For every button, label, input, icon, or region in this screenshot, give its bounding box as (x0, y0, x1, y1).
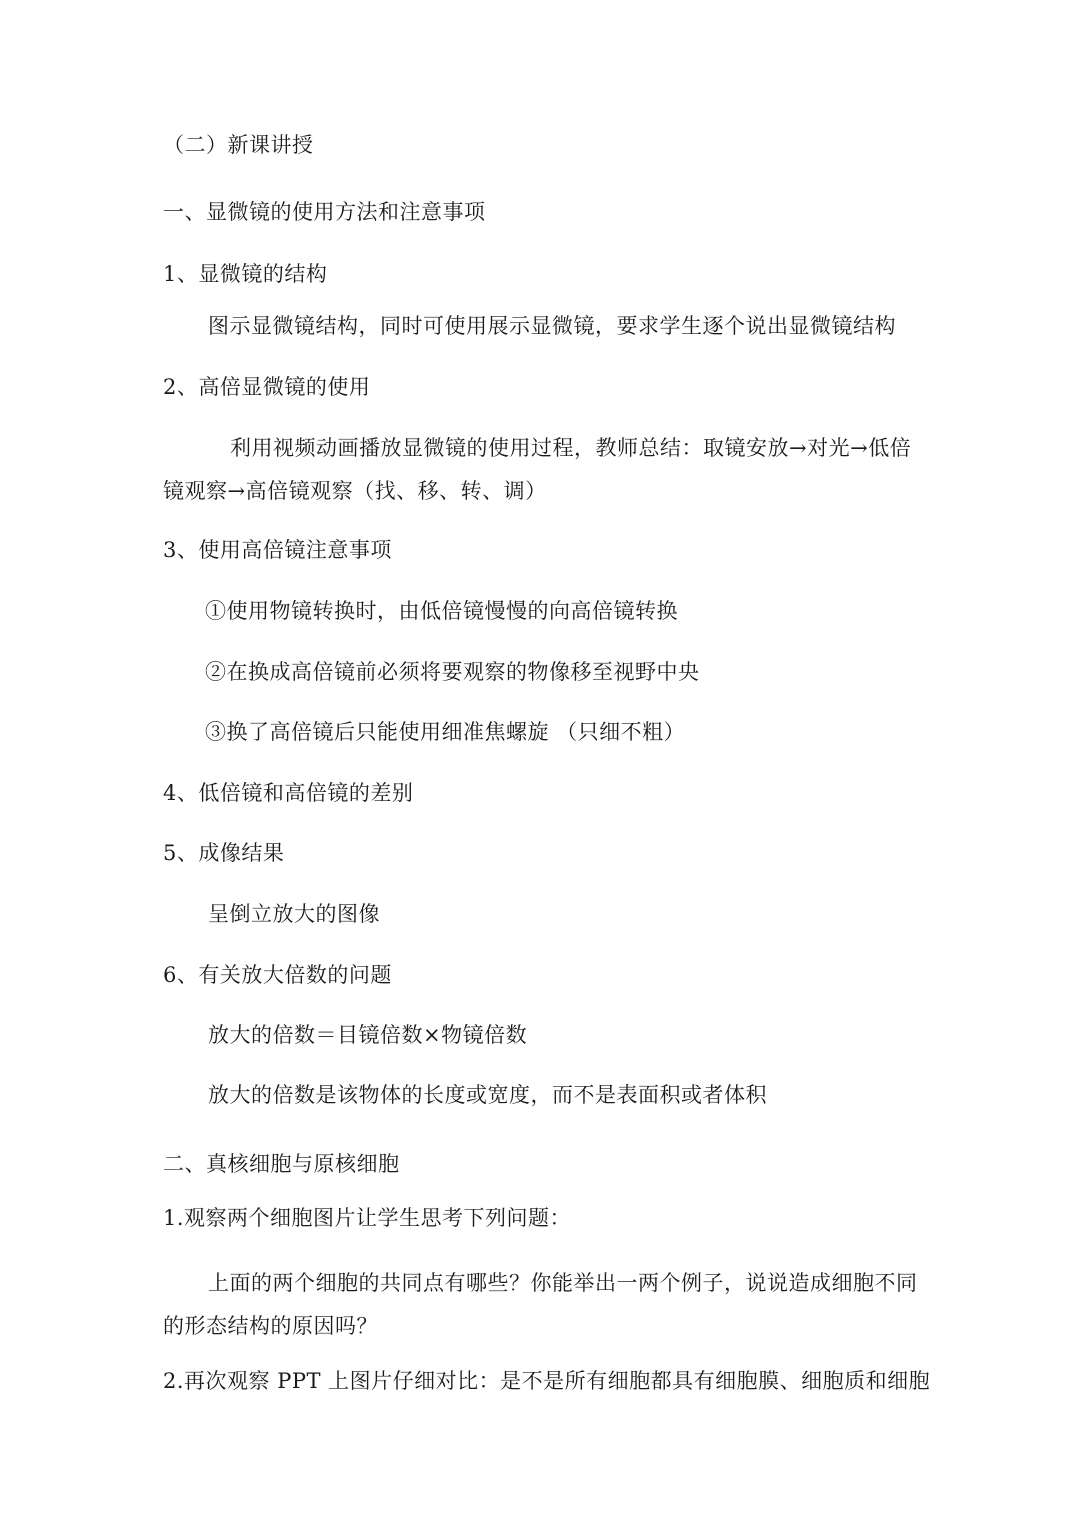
item-6-body-1: 放大的倍数＝目镜倍数×物镜倍数 (208, 1023, 528, 1047)
item-6-body-2: 放大的倍数是该物体的长度或宽度，而不是表面积或者体积 (208, 1083, 767, 1107)
item-2-body-line-1: 利用视频动画播放显微镜的使用过程，教师总结：取镜安放→对光→低倍 (230, 436, 912, 460)
section-two-title: 二、真核细胞与原核细胞 (163, 1152, 400, 1176)
item-3-point-1: ①使用物镜转换时，由低倍镜慢慢的向高倍镜转换 (205, 599, 678, 623)
item-1-title: 1、显微镜的结构 (163, 262, 328, 286)
item-1-body: 图示显微镜结构，同时可使用展示显微镜，要求学生逐个说出显微镜结构 (208, 314, 896, 338)
item-6-title: 6、有关放大倍数的问题 (163, 963, 392, 987)
question-1-body-line-1: 上面的两个细胞的共同点有哪些？你能举出一两个例子，说说造成细胞不同 (208, 1271, 918, 1295)
section-one-title: 一、显微镜的使用方法和注意事项 (163, 200, 486, 224)
item-3-title: 3、使用高倍镜注意事项 (163, 538, 392, 562)
item-3-point-2: ②在换成高倍镜前必须将要观察的物像移至视野中央 (205, 660, 700, 684)
item-2-body-line-2: 镜观察→高倍镜观察（找、移、转、调） (163, 479, 547, 503)
question-2-title: 2.再次观察 PPT 上图片仔细对比：是不是所有细胞都具有细胞膜、细胞质和细胞 (163, 1369, 931, 1393)
question-1-title: 1.观察两个细胞图片让学生思考下列问题： (163, 1206, 572, 1230)
item-5-title: 5、成像结果 (163, 841, 285, 865)
item-2-title: 2、高倍显微镜的使用 (163, 375, 371, 399)
item-4-title: 4、低倍镜和高倍镜的差别 (163, 781, 414, 805)
item-3-point-3: ③换了高倍镜后只能使用细准焦螺旋 （只细不粗） (205, 720, 686, 744)
heading-new-lesson: （二）新课讲授 (163, 133, 314, 157)
question-1-body-line-2: 的形态结构的原因吗？ (163, 1314, 378, 1338)
item-5-body: 呈倒立放大的图像 (208, 902, 380, 926)
